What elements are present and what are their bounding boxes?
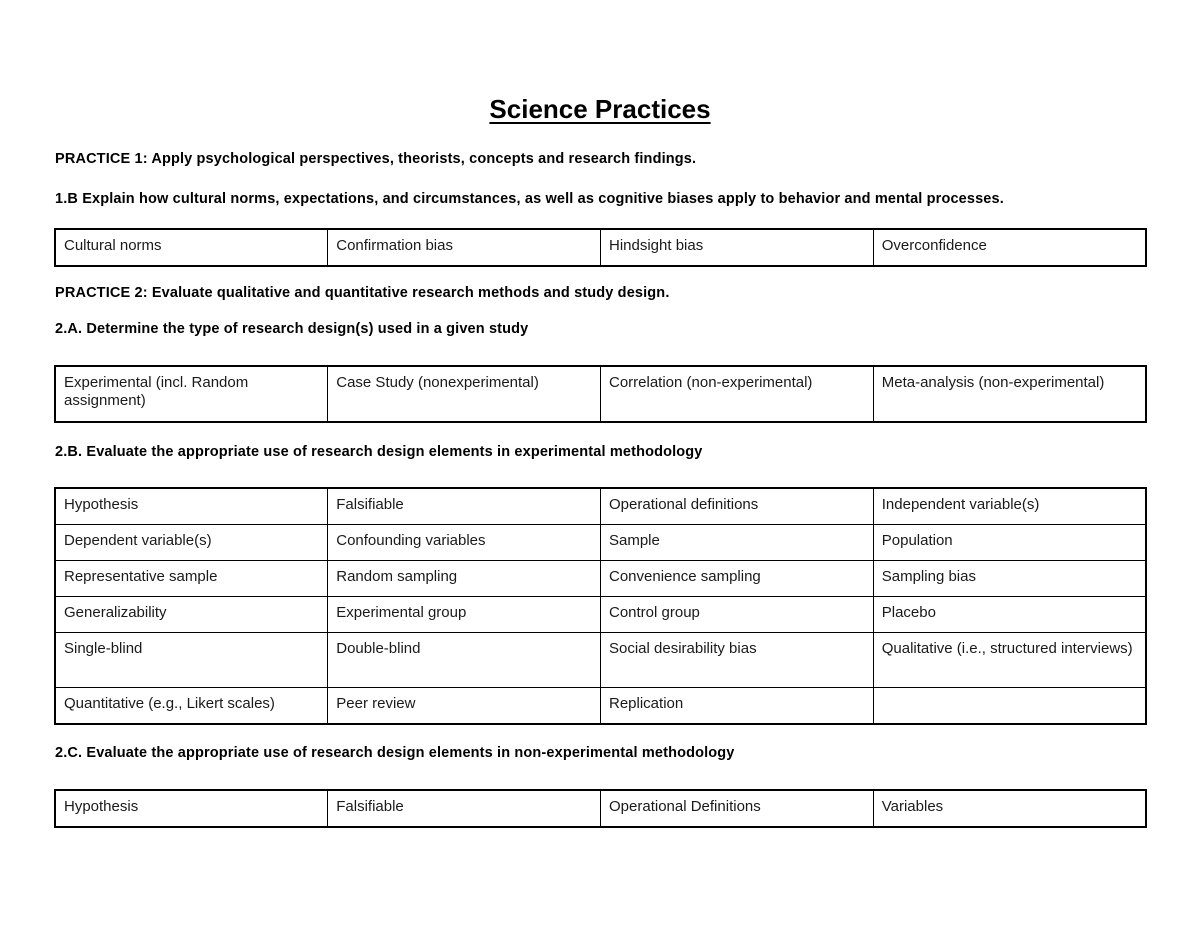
table-cell: Control group: [601, 597, 874, 633]
table-1b: [54, 228, 1147, 267]
table-cell: Sample: [601, 525, 874, 561]
table-cell: Meta-analysis (non-experimental): [873, 366, 1146, 422]
table-cell: Experimental (incl. Random assignment): [55, 366, 328, 422]
table-cell: Hypothesis: [55, 790, 328, 827]
table-cell: Operational Definitions: [601, 790, 874, 827]
table-cell: Hindsight bias: [601, 229, 874, 266]
section-2c-heading: 2.C. Evaluate the appropriate use of research design elements in non-experimental methodology: [55, 745, 735, 761]
table-row: [55, 525, 1146, 561]
table-cell: Convenience sampling: [601, 561, 874, 597]
table-cell: Double-blind: [328, 633, 601, 688]
table-cell: Qualitative (i.e., structured interviews): [873, 633, 1146, 688]
table-row: [55, 633, 1146, 688]
table-cell: Quantitative (e.g., Likert scales): [55, 688, 328, 725]
table-row: [55, 366, 1146, 422]
table-cell: Confounding variables: [328, 525, 601, 561]
table-cell: Independent variable(s): [873, 488, 1146, 525]
table-row: [55, 597, 1146, 633]
section-1b-heading: 1.B Explain how cultural norms, expectations, and circumstances, as well as cognitive biases apply to behavior and mental processes.: [55, 191, 1004, 207]
table-cell: Variables: [873, 790, 1146, 827]
table-cell: Hypothesis: [55, 488, 328, 525]
section-2a-heading: 2.A. Determine the type of research design(s) used in a given study: [55, 321, 529, 337]
table-cell: Dependent variable(s): [55, 525, 328, 561]
table-cell: Single-blind: [55, 633, 328, 688]
table-2c: [54, 789, 1147, 828]
section-2b-heading: 2.B. Evaluate the appropriate use of research design elements in experimental methodology: [55, 444, 703, 460]
table-row: [55, 229, 1146, 266]
table-cell: Social desirability bias: [601, 633, 874, 688]
table-row: [55, 688, 1146, 725]
table-row: [55, 488, 1146, 525]
table-cell: Experimental group: [328, 597, 601, 633]
table-2b: [54, 487, 1147, 725]
table-cell: Random sampling: [328, 561, 601, 597]
table-cell: Overconfidence: [873, 229, 1146, 266]
practice-2-heading: PRACTICE 2: Evaluate qualitative and quantitative research methods and study design.: [55, 285, 670, 301]
table-cell: Cultural norms: [55, 229, 328, 266]
table-row: [55, 561, 1146, 597]
table-cell: Population: [873, 525, 1146, 561]
table-cell: Replication: [601, 688, 874, 725]
table-cell: Falsifiable: [328, 488, 601, 525]
practice-1-heading: PRACTICE 1: Apply psychological perspectives, theorists, concepts and research findings.: [55, 151, 697, 167]
table-cell: Sampling bias: [873, 561, 1146, 597]
table-cell: Peer review: [328, 688, 601, 725]
table-cell: Confirmation bias: [328, 229, 601, 266]
table-cell: [873, 688, 1146, 725]
page-title: Science Practices: [489, 94, 711, 124]
table-cell: Generalizability: [55, 597, 328, 633]
table-cell: Operational definitions: [601, 488, 874, 525]
table-row: [55, 790, 1146, 827]
table-cell: Placebo: [873, 597, 1146, 633]
table-cell: Falsifiable: [328, 790, 601, 827]
table-cell: Correlation (non-experimental): [601, 366, 874, 422]
table-cell: Representative sample: [55, 561, 328, 597]
table-cell: Case Study (nonexperimental): [328, 366, 601, 422]
table-2a: [54, 365, 1147, 423]
